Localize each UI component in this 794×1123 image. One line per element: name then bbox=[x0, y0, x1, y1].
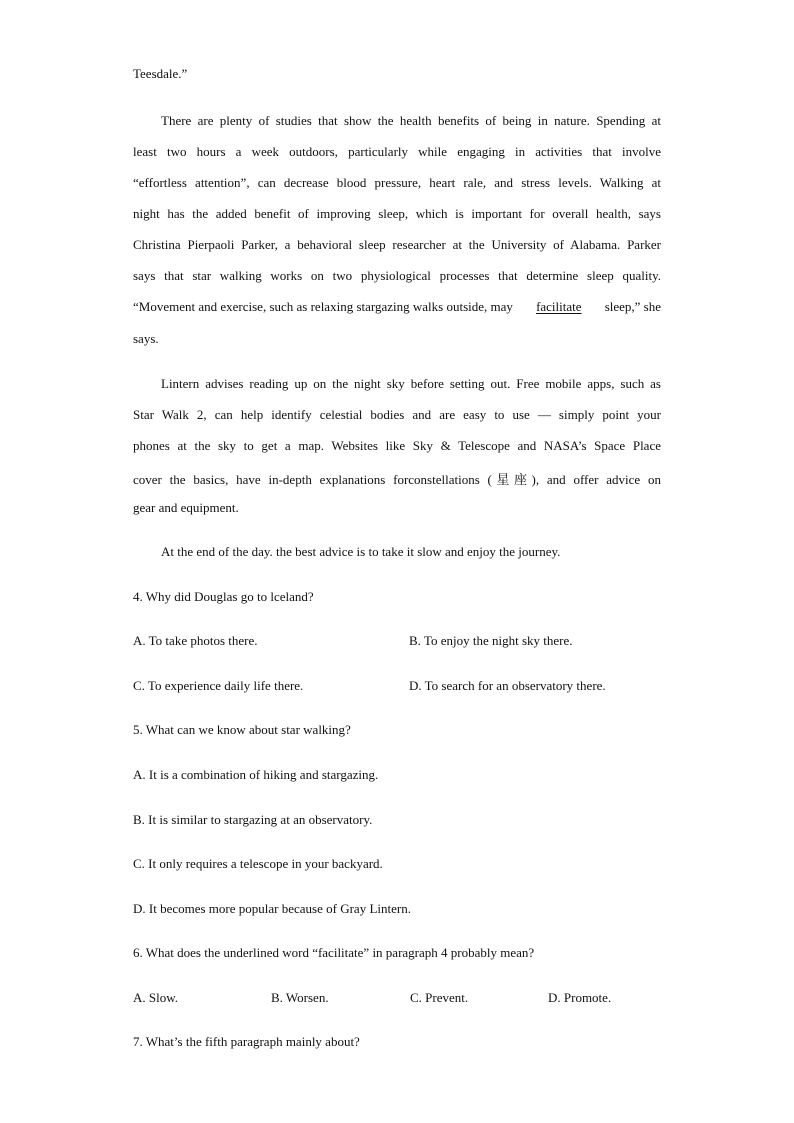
paragraph-2-line-7-before: “Movement and exercise, such as relaxing stargazing walks outside, may bbox=[133, 299, 513, 314]
paragraph-2-line-5: Christina Pierpaoli Parker, a behavioral sleep researcher at the University of Alabama. Parker bbox=[133, 237, 661, 252]
question-5-stem: 5. What can we know about star walking? bbox=[133, 722, 351, 737]
question-5-option-c: C. It only requires a telescope in your backyard. bbox=[133, 856, 383, 871]
paragraph-4: At the end of the day. the best advice is to take it slow and enjoy the journey. bbox=[161, 544, 561, 559]
question-4-option-b: B. To enjoy the night sky there. bbox=[409, 633, 573, 648]
paragraph-2-last-line: says. bbox=[133, 331, 159, 346]
question-6-option-d: D. Promote. bbox=[548, 990, 612, 1005]
question-7-stem: 7. What’s the fifth paragraph mainly about? bbox=[133, 1034, 360, 1049]
paragraph-3-line-3: phones at the sky to get a map. Websites like Sky & Telescope and NASA’s Space Place bbox=[133, 438, 661, 453]
question-4-stem: 4. Why did Douglas go to lceland? bbox=[133, 589, 314, 604]
paragraph-2-line-2: least two hours a week outdoors, particularly while engaging in activities that involve bbox=[133, 144, 661, 159]
question-4-option-a: A. To take photos there. bbox=[133, 633, 258, 648]
question-6-option-c: C. Prevent. bbox=[410, 990, 469, 1005]
paragraph-2-line-1: There are plenty of studies that show the health benefits of being in nature. Spending at bbox=[161, 113, 661, 128]
paragraph-3-line-4: cover the basics, have in-depth explanations forconstellations (星座), and offer advice on bbox=[133, 472, 661, 487]
underlined-word-facilitate: facilitate bbox=[536, 299, 582, 314]
question-6-option-b: B. Worsen. bbox=[271, 990, 329, 1005]
paragraph-3-last-line: gear and equipment. bbox=[133, 500, 239, 515]
question-6-option-a: A. Slow. bbox=[133, 990, 179, 1005]
question-5-option-a: A. It is a combination of hiking and stargazing. bbox=[133, 767, 379, 782]
paragraph-2-line-7-after: sleep,” she bbox=[604, 299, 661, 314]
question-4-option-d: D. To search for an observatory there. bbox=[409, 678, 606, 693]
paragraph-3-line-2: Star Walk 2, can help identify celestial bodies and are easy to use — simply point your bbox=[133, 407, 661, 422]
paragraph-2-line-6: says that star walking works on two physiological processes that determine sleep quality. bbox=[133, 268, 661, 283]
question-4-option-c: C. To experience daily life there. bbox=[133, 678, 304, 693]
paragraph-2-line-7 bbox=[133, 299, 661, 315]
paragraph-1-end: Teesdale.” bbox=[133, 66, 188, 81]
question-5-option-b: B. It is similar to stargazing at an observatory. bbox=[133, 812, 373, 827]
question-5-option-d: D. It becomes more popular because of Gray Lintern. bbox=[133, 901, 411, 916]
paragraph-2-line-3: “effortless attention”, can decrease blood pressure, heart rale, and stress levels. Walking at bbox=[133, 175, 661, 190]
paragraph-2-line-4: night has the added benefit of improving sleep, which is important for overall health, says bbox=[133, 206, 661, 221]
paragraph-3-line-1: Lintern advises reading up on the night sky before setting out. Free mobile apps, such as bbox=[161, 376, 661, 391]
question-6-stem: 6. What does the underlined word “facilitate” in paragraph 4 probably mean? bbox=[133, 945, 535, 960]
